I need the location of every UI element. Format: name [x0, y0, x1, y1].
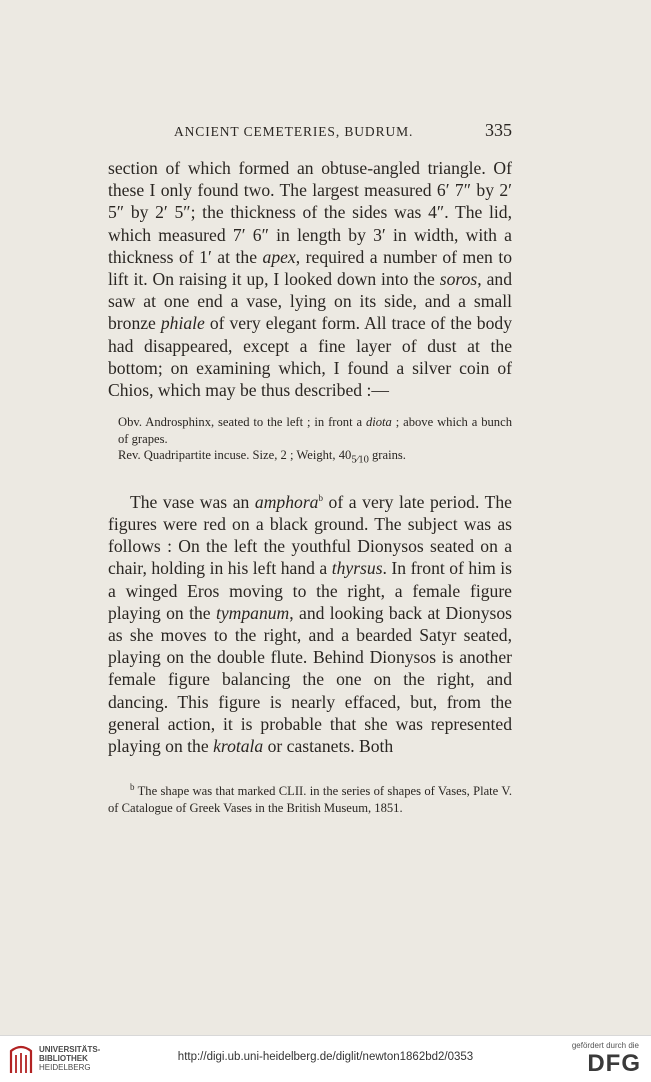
text-run: of a very late period. The figures were red on a black ground. The subject was as follows : On the left the youthful Dionysos seated on a chair, holding in his left hand a — [108, 491, 512, 579]
italic-diota: diota — [365, 415, 392, 430]
obverse-label: Obv. — [118, 415, 143, 430]
text-run: , and looking back at Dionysos as she moves to the right, and a bearded Satyr seated, playing on the double flute. Behind Dionysos is another female figure balancing the one on the right, and dancing. This figure is nearly effaced, but, from the general action, it is probable that she was represented playing on the — [108, 602, 513, 757]
text-run: ; above which a bunch of grapes. — [118, 415, 512, 446]
text-run: , required a number of men to lift it. On raising it up, I looked down into the — [108, 246, 513, 290]
text-run: grains. — [368, 448, 406, 463]
running-head — [108, 120, 512, 146]
text-run: The vase was an — [130, 491, 255, 512]
italic-apex: apex — [262, 246, 296, 267]
funding-label: gefördert durch die — [571, 1041, 639, 1050]
italic-tympanum: tympanum — [215, 602, 290, 623]
text-run: Androsphinx, seated to the left ; in front a — [142, 415, 366, 430]
text-run: , and saw at one end a vase, lying on its side, and a small bronze — [108, 269, 512, 334]
italic-krotala: krotala — [213, 736, 264, 757]
weight-fraction: 5⁄10 — [351, 454, 369, 466]
library-name-line: BIBLIOTHEK — [39, 1054, 88, 1063]
viewer-footer — [0, 1035, 651, 1082]
footnote-text: The shape was that marked CLII. in the series of shapes of Vases, Plate V. of Catalogue of Greek Vases in the British Museum, 1851. — [108, 784, 512, 815]
text-run: . In front of him is a winged Eros moving to the right, a female figure playing on the — [108, 558, 512, 623]
paragraph-2 — [108, 487, 512, 757]
page-content — [108, 120, 512, 829]
dfg-logo: DFG — [587, 1050, 641, 1077]
library-name-line: HEIDELBERG — [39, 1063, 91, 1072]
reverse-label: Rev. — [118, 448, 141, 463]
coin-reverse — [118, 447, 512, 469]
paragraph-1 — [108, 157, 512, 401]
footnote-reference: b — [318, 492, 323, 503]
permalink-url[interactable]: http://digi.ub.uni-heidelberg.de/diglit/newton1862bd2/0353 — [177, 1051, 474, 1063]
text-run: of very elegant form. All trace of the body had disappeared, except a fine layer of dust at the bottom; on examining which, I found a silver coin of Chios, which may be thus described :— — [108, 313, 512, 401]
italic-soros: soros — [439, 269, 478, 290]
page-number: 335 — [485, 120, 512, 140]
running-head-title: ANCIENT CEMETERIES, BUDRUM. — [174, 124, 414, 139]
library-name-line: UNIVERSITÄTS- — [39, 1045, 101, 1054]
italic-thyrsus: thyrsus — [331, 558, 383, 579]
footnote — [108, 779, 512, 816]
italic-amphora: amphora — [254, 491, 319, 512]
coin-obverse — [118, 414, 512, 447]
footnote-marker: b — [130, 782, 135, 793]
italic-phiale: phiale — [160, 313, 205, 334]
coin-description — [108, 414, 512, 469]
text-run: section of which formed an obtuse-angled triangle. Of these I only found two. The largest measured 6′ 7″ by 2′ 5″ by 2′ 5″; the thickness of the sides was 4″. The lid, which measured 7′ 6″ in length by 3′ in width, with a thickness of 1′ at the — [108, 158, 512, 267]
text-run: Quadripartite incuse. Size, 2 ; Weight, 40 — [140, 448, 352, 463]
text-run: or castanets. Both — [263, 736, 394, 757]
